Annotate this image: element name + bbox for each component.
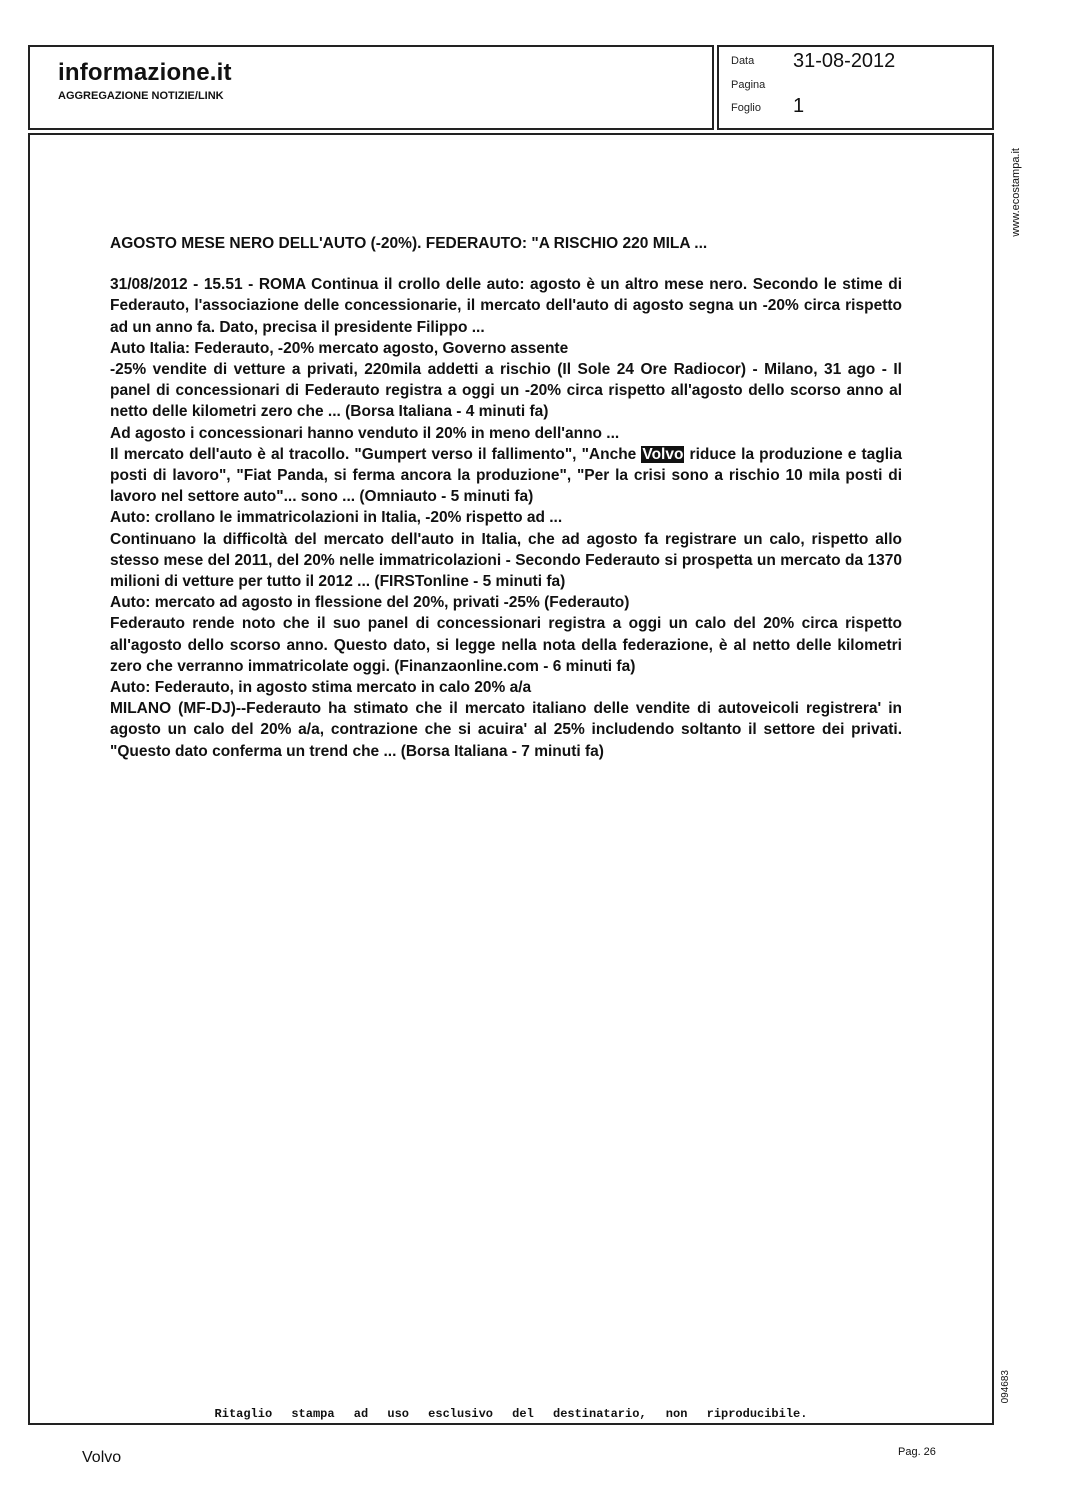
- logo-title: informazione.it: [58, 59, 232, 86]
- ritaglio-notice: Ritaglio stampa ad uso esclusivo del destinatario, non riproducibile.: [214, 1407, 808, 1421]
- article-paragraph: -25% vendite di vetture a privati, 220mila addetti a rischio (Il Sole 24 Ore Radiocor) - Milano, 31 ago - Il panel di concessionari di Federauto registra a oggi un -20% circa rispetto all'agosto dello scorso anno al netto delle kilometri zero che ... (Borsa Italiana - 4 minuti fa): [110, 361, 902, 421]
- p5-after: riduce la produzione e taglia posti di lavoro", "Fiat Panda, si ferma ancora la produzione", "Per la crisi sono a rischio 10 mila posti di lavoro nel settore auto"... sono ... (Omniauto - 5 minuti fa): [110, 445, 902, 506]
- article-paragraph: 31/08/2012 - 15.51 - ROMA Continua il crollo delle auto: agosto è un altro mese nero. Secondo le stime di Federauto, l'associazione delle concessionarie, il mercato dell'auto di agosto segna un -20% circa rispetto ad un anno fa. Dato, precisa il presidente Filippo ...: [110, 276, 902, 336]
- article-paragraph: MILANO (MF-DJ)--Federauto ha stimato che il mercato italiano delle vendite di autoveicoli registrera' in agosto un calo del 20% a/a, contrazione che si acuira' al 25% includendo soltanto il settore dei privati. "Questo dato conferma un trend che ... (Borsa Italiana - 7 minuti fa): [110, 700, 902, 760]
- article-paragraph: Auto: mercato ad agosto in flessione del 20%, privati -25% (Federauto): [110, 594, 630, 612]
- p5-before: Il mercato dell'auto è al tracollo. "Gumpert verso il fallimento", "Anche: [110, 445, 642, 463]
- article-paragraph: Continuano la difficoltà del mercato dell'auto in Italia, che ad agosto fa registrare un calo, rispetto allo stesso mese del 2011, del 20% nelle immatricolazioni - Secondo Federauto si prospetta un mercato da 1370 milioni di vetture per tutto il 2012 ... (FIRSTonline - 5 minuti fa): [110, 530, 902, 591]
- ecostampa-url: www.ecostampa.it: [1010, 148, 1022, 237]
- footer-keyword: Volvo: [82, 1449, 122, 1466]
- data-label: Data: [731, 55, 755, 67]
- logo-subtitle: AGGREGAZIONE NOTIZIE/LINK: [58, 90, 224, 102]
- article-headline: AGOSTO MESE NERO DELL'AUTO (-20%). FEDERAUTO: "A RISCHIO 220 MILA ...: [110, 235, 708, 252]
- foglio-value: 1: [793, 95, 805, 117]
- footer-page-number: Pag. 26: [898, 1446, 936, 1458]
- foglio-label: Foglio: [731, 102, 761, 114]
- data-value: 31-08-2012: [793, 50, 896, 72]
- article-paragraph: Ad agosto i concessionari hanno venduto il 20% in meno dell'anno ...: [110, 424, 620, 442]
- article: [110, 233, 902, 762]
- article-paragraph: Auto Italia: Federauto, -20% mercato agosto, Governo assente: [110, 339, 569, 357]
- article-paragraph: Federauto rende noto che il suo panel di concessionari registra a oggi un calo del 20% circa rispetto all'agosto dello scorso anno. Questo dato, si legge nella nota della federazione, è al netto delle kilometri zero che verranno immatricolate oggi. (Finanzaonline.com - 6 minuti fa): [110, 615, 902, 675]
- clipping-content-box: [28, 133, 994, 1425]
- article-paragraph: Auto: crollano le immatricolazioni in Italia, -20% rispetto ad ...: [110, 509, 563, 527]
- article-paragraph: Auto: Federauto, in agosto stima mercato in calo 20% a/a: [110, 679, 532, 697]
- pagina-label: Pagina: [731, 79, 766, 91]
- clipping-code: 094683: [1000, 1370, 1011, 1404]
- metadata-box: [717, 45, 994, 130]
- masthead-box: [28, 45, 714, 130]
- volvo-highlight: Volvo: [642, 445, 684, 463]
- article-paragraph: [110, 444, 902, 508]
